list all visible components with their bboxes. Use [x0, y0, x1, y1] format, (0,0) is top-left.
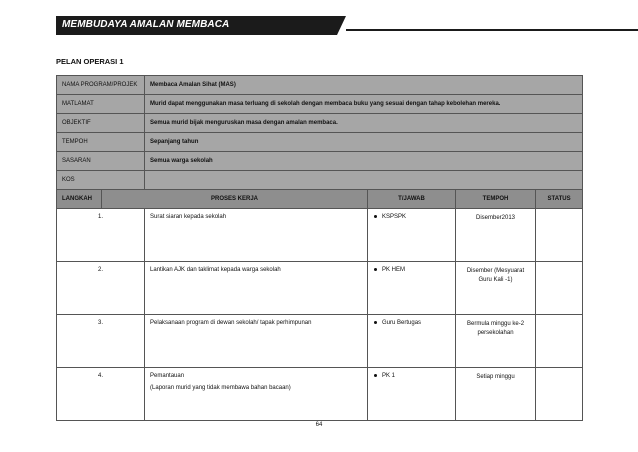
step-process-text: (Laporan murid yang tidak membawa bahan bacaan) [150, 385, 291, 391]
bullet-icon [374, 268, 377, 271]
banner-rule [346, 29, 638, 31]
info-value: Membaca Amalan Sihat (MAS) [145, 76, 583, 95]
info-value: Murid dapat menggunakan masa terluang di sekolah dengan membaca buku yang sesuai dengan tahap kebolehan mereka. [145, 95, 583, 114]
column-header-tjawab: T/JAWAB [368, 190, 456, 209]
step-process-text: Surat siaran kepada sekolah [150, 214, 227, 220]
step-process-text: Pemantauan [150, 373, 185, 379]
step-process [145, 209, 368, 262]
step-process-text: Pelaksanaan program di dewan sekolah/ tapak perhimpunan [150, 320, 312, 326]
column-header-status: STATUS [536, 190, 583, 209]
table-row [57, 262, 583, 315]
step-duration-text: persekolahan [477, 329, 514, 336]
column-header-tempoh: TEMPOH [456, 190, 536, 209]
step-responsible-text: Guru Bertugas [382, 320, 422, 326]
step-duration-text: Disember (Mesyuarat [466, 268, 525, 274]
step-duration [456, 368, 536, 421]
step-responsible [368, 315, 456, 368]
step-status [536, 262, 583, 315]
step-duration-text: Guru Kali -1) [478, 276, 513, 283]
step-process [145, 368, 368, 421]
step-number: 4. [57, 368, 145, 421]
step-responsible-text: PK HEM [382, 267, 406, 273]
step-duration-text: Disember2013 [476, 215, 516, 221]
info-row-sasaran [57, 152, 583, 171]
step-status [536, 209, 583, 262]
column-header-row [57, 190, 583, 209]
step-process [145, 262, 368, 315]
step-duration [456, 315, 536, 368]
info-value: Semua murid bijak menguruskan masa dengan amalan membaca. [145, 114, 583, 133]
table-row [57, 209, 583, 262]
step-duration-text: Bermula minggu ke-2 [467, 321, 525, 327]
step-status [536, 315, 583, 368]
bullet-icon [374, 321, 377, 324]
operation-plan-table [56, 75, 583, 421]
table-row [57, 368, 583, 421]
info-label: SASARAN [57, 152, 145, 171]
column-header-proses-kerja: PROSES KERJA [102, 190, 368, 209]
step-responsible-text: PK 1 [382, 373, 396, 379]
info-label: KOS [57, 171, 145, 190]
step-number: 1. [57, 209, 145, 262]
step-responsible [368, 209, 456, 262]
step-responsible [368, 262, 456, 315]
info-row-tempoh [57, 133, 583, 152]
info-label: MATLAMAT [57, 95, 145, 114]
section-banner [56, 16, 346, 35]
step-process [145, 315, 368, 368]
step-process-text: Lantikan AJK dan taklimat kepada warga sekolah [150, 267, 281, 273]
info-row-matlamat [57, 95, 583, 114]
step-number: 3. [57, 315, 145, 368]
bullet-icon [374, 374, 377, 377]
info-label: NAMA PROGRAM/PROJEK [57, 76, 145, 95]
page-number: 64 [315, 422, 323, 428]
info-value: Semua warga sekolah [145, 152, 583, 171]
info-label: TEMPOH [57, 133, 145, 152]
step-duration-text: Setiap minggu [476, 374, 515, 380]
step-responsible [368, 368, 456, 421]
step-duration [456, 262, 536, 315]
step-duration [456, 209, 536, 262]
info-value [145, 171, 583, 190]
info-row-kos [57, 171, 583, 190]
info-label: OBJEKTIF [57, 114, 145, 133]
column-header-langkah: LANGKAH [57, 190, 102, 209]
table-row [57, 315, 583, 368]
info-value: Sepanjang tahun [145, 133, 583, 152]
step-status [536, 368, 583, 421]
info-row-nama-program [57, 76, 583, 95]
banner-title: MEMBUDAYA AMALAN MEMBACA [62, 19, 230, 30]
bullet-icon [374, 215, 377, 218]
info-row-objektif [57, 114, 583, 133]
step-number: 2. [57, 262, 145, 315]
plan-title: PELAN OPERASI 1 [56, 57, 124, 66]
step-responsible-text: KSPSPK [382, 214, 407, 220]
